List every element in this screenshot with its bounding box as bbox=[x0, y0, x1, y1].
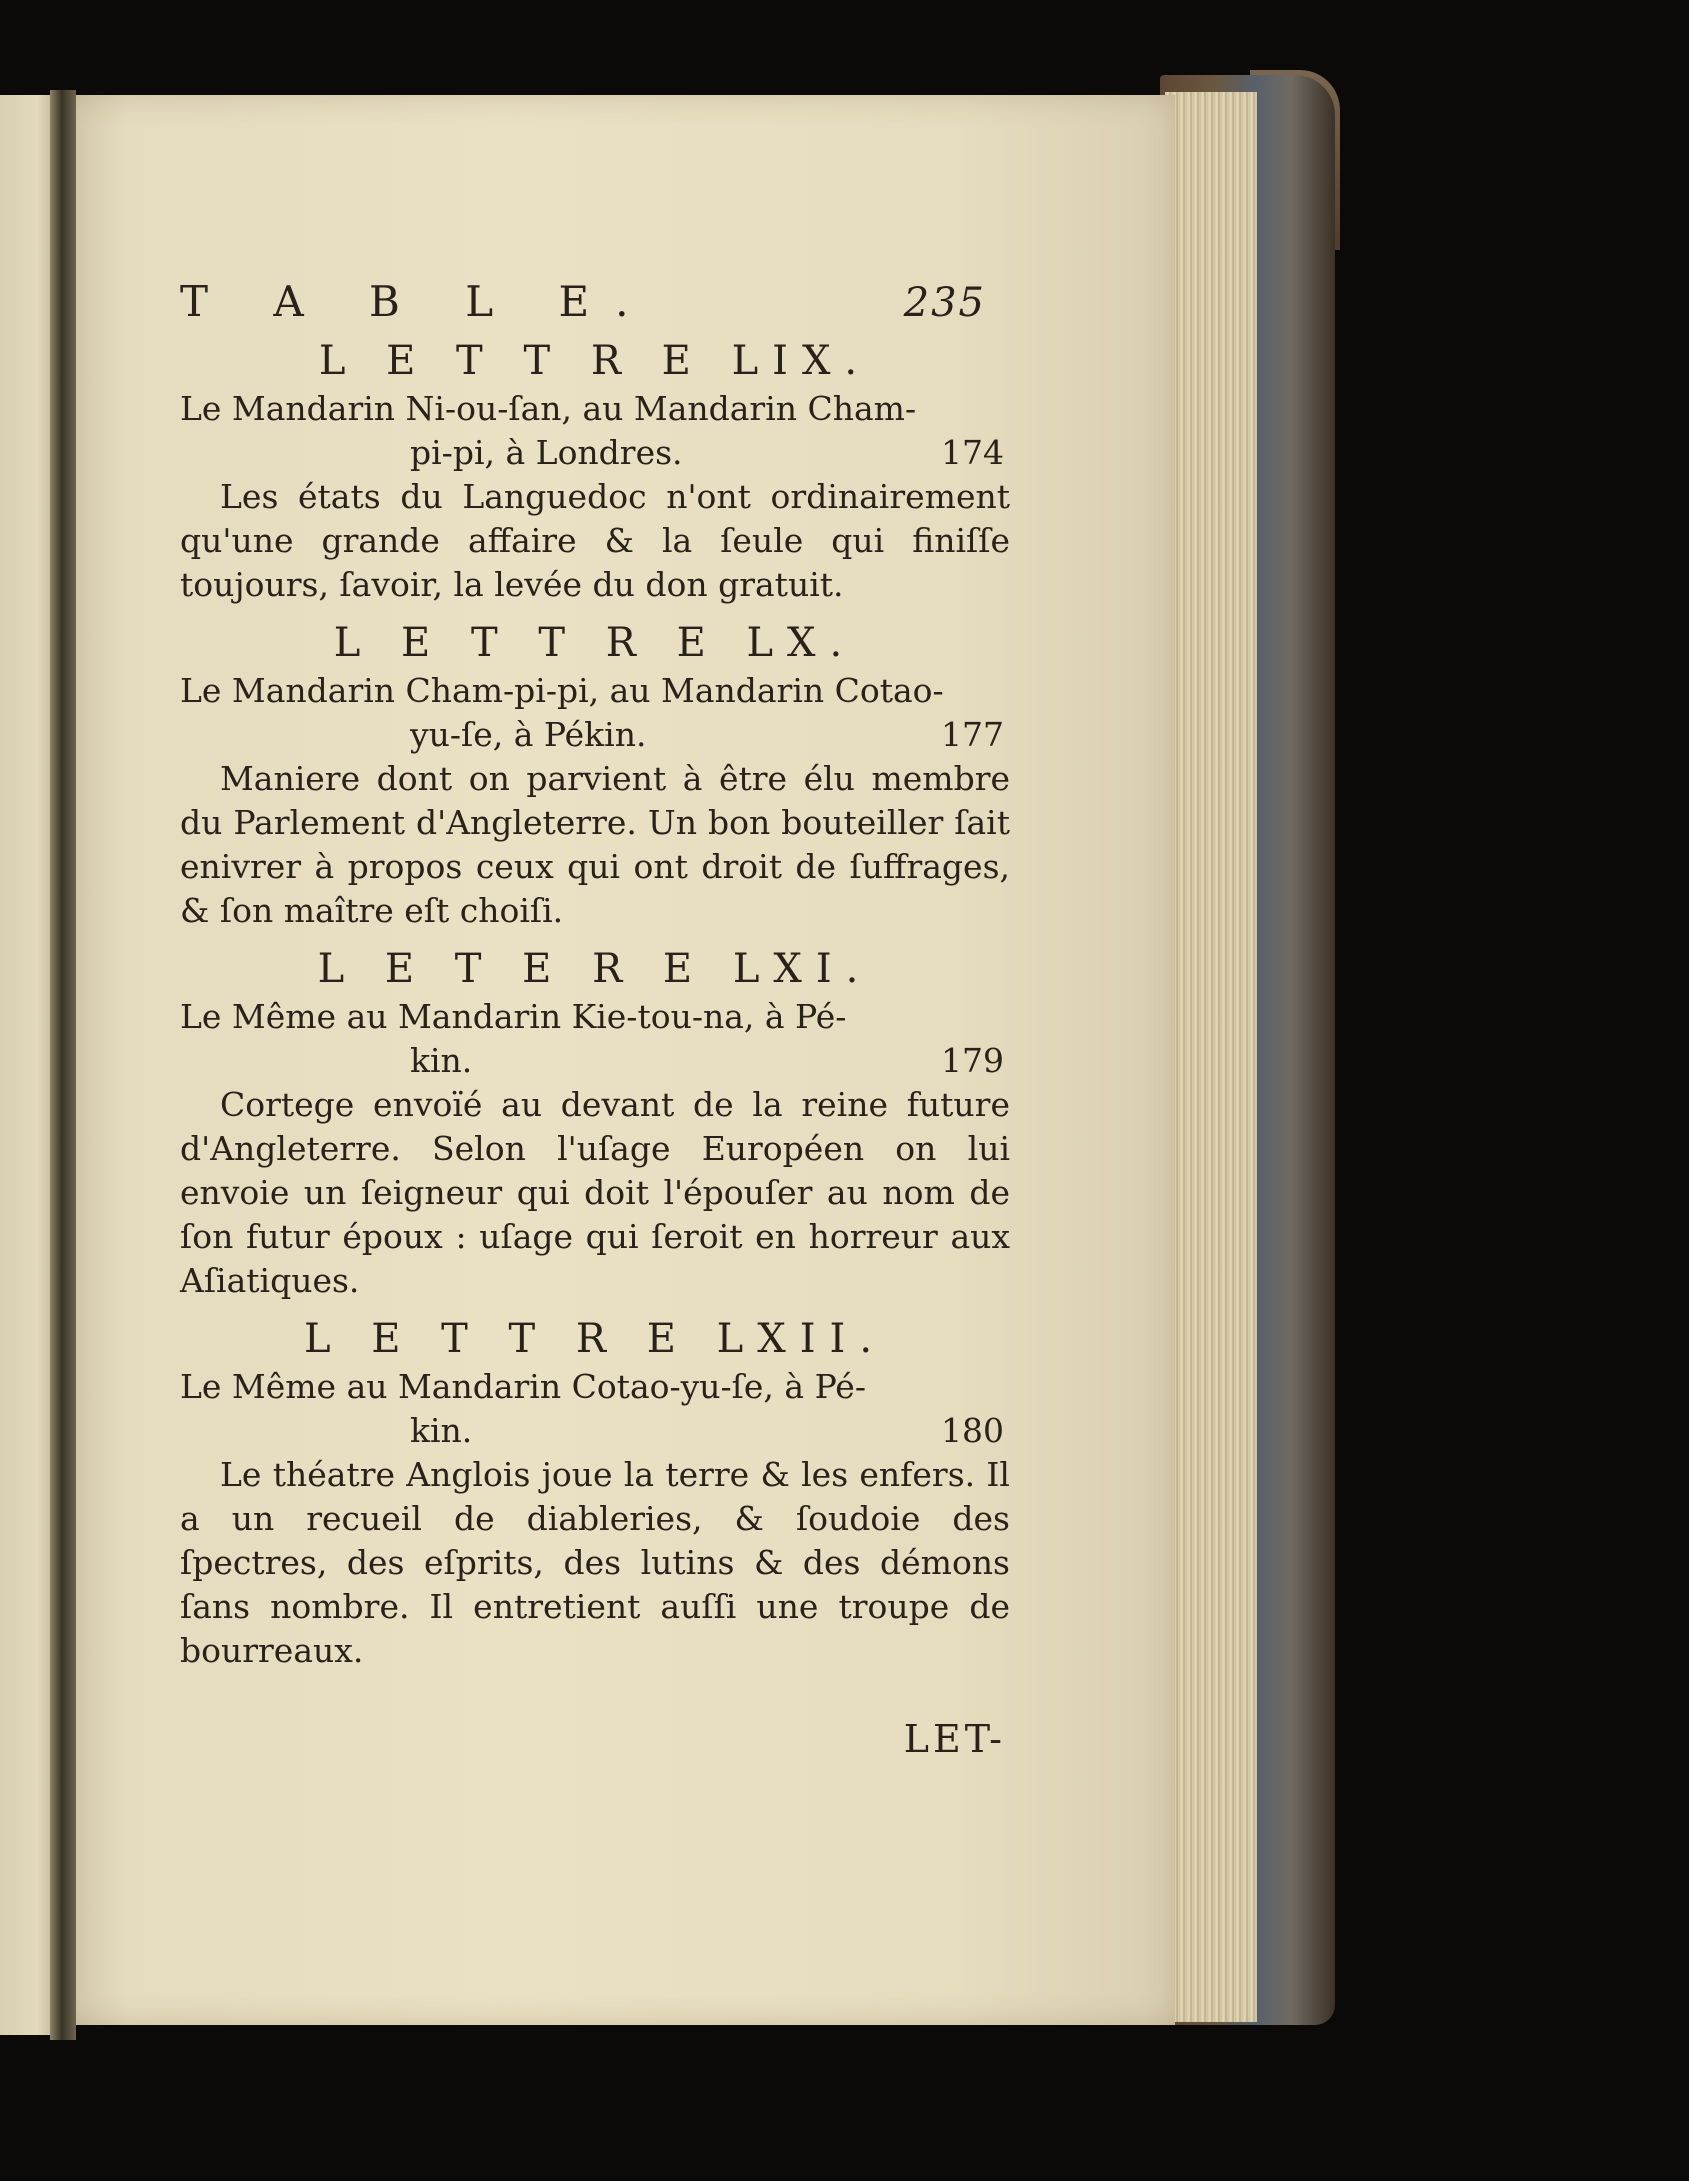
page-reference: 180 bbox=[941, 1411, 1004, 1450]
letter-address-end: pi-pi, à Londres. bbox=[410, 433, 683, 472]
book-gutter bbox=[50, 90, 76, 2040]
letter-address: Le Même au Mandarin Kie-tou-na, à Pé- bbox=[180, 997, 847, 1036]
letter-address-end: kin. bbox=[410, 1041, 473, 1080]
letter-summary: Maniere dont on parvient à être élu membre du Parlement d'Angleterre. Un bon bouteiller ſait enivrer à propos ceux qui ont droit de ſuffrages, & ſon maître eſt choiſi. bbox=[180, 759, 1010, 930]
letter-entry-lx bbox=[180, 621, 1010, 933]
letter-address-line2 bbox=[180, 1039, 1010, 1083]
letter-summary: Cortege envoïé au devant de la reine future d'Angleterre. Selon l'uſage Européen on lui envoie un ſeigneur qui doit l'épouſer au nom de ſon futur époux : uſage qui ſeroit en horreur aux Aſiatiques. bbox=[180, 1085, 1010, 1300]
letter-title: L E T T R E LIX. bbox=[318, 338, 872, 384]
letter-address: Le Même au Mandarin Cotao-yu-ſe, à Pé- bbox=[180, 1367, 866, 1406]
letter-address: Le Mandarin Ni-ou-ſan, au Mandarin Cham- bbox=[180, 389, 917, 428]
catchword: LET- bbox=[903, 1717, 1006, 1761]
letter-title: L E T E R E LXI. bbox=[317, 946, 873, 992]
page-reference: 179 bbox=[941, 1041, 1004, 1080]
page-reference: 177 bbox=[941, 715, 1004, 754]
letter-title: L E T T R E LXII. bbox=[303, 1316, 887, 1362]
letter-entry-lxii bbox=[180, 1317, 1010, 1673]
page-fore-edge bbox=[1165, 92, 1257, 2022]
letter-summary: Le théatre Anglois joue la terre & les enfers. Il a un recueil de diableries, & ſoudoie des ſpectres, des eſprits, des lutins & des démons ſans nombre. Il entretient auſſi une troupe de bourreaux. bbox=[180, 1455, 1010, 1670]
letter-address: Le Mandarin Cham-pi-pi, au Mandarin Cotao- bbox=[180, 671, 944, 710]
page-text bbox=[180, 277, 1010, 1761]
running-head: T A B L E. bbox=[180, 277, 655, 326]
letter-address-line2 bbox=[180, 713, 1010, 757]
letter-address-line2 bbox=[180, 1409, 1010, 1453]
letter-entry-lxi bbox=[180, 947, 1010, 1303]
letter-address-line2 bbox=[180, 431, 1010, 475]
running-header bbox=[180, 277, 1010, 326]
letter-address-end: yu-ſe, à Pékin. bbox=[410, 715, 647, 754]
letter-address-end: kin. bbox=[410, 1411, 473, 1450]
page-number: 235 bbox=[903, 280, 986, 326]
letter-entry-lix bbox=[180, 339, 1010, 607]
page-reference: 174 bbox=[941, 433, 1004, 472]
letter-summary: Les états du Languedoc n'ont ordinairement qu'une grande affaire & la ſeule qui finiſſe toujours, ſavoir, la levée du don gratuit. bbox=[180, 477, 1010, 604]
letter-title: L E T T R E LX. bbox=[333, 620, 857, 666]
